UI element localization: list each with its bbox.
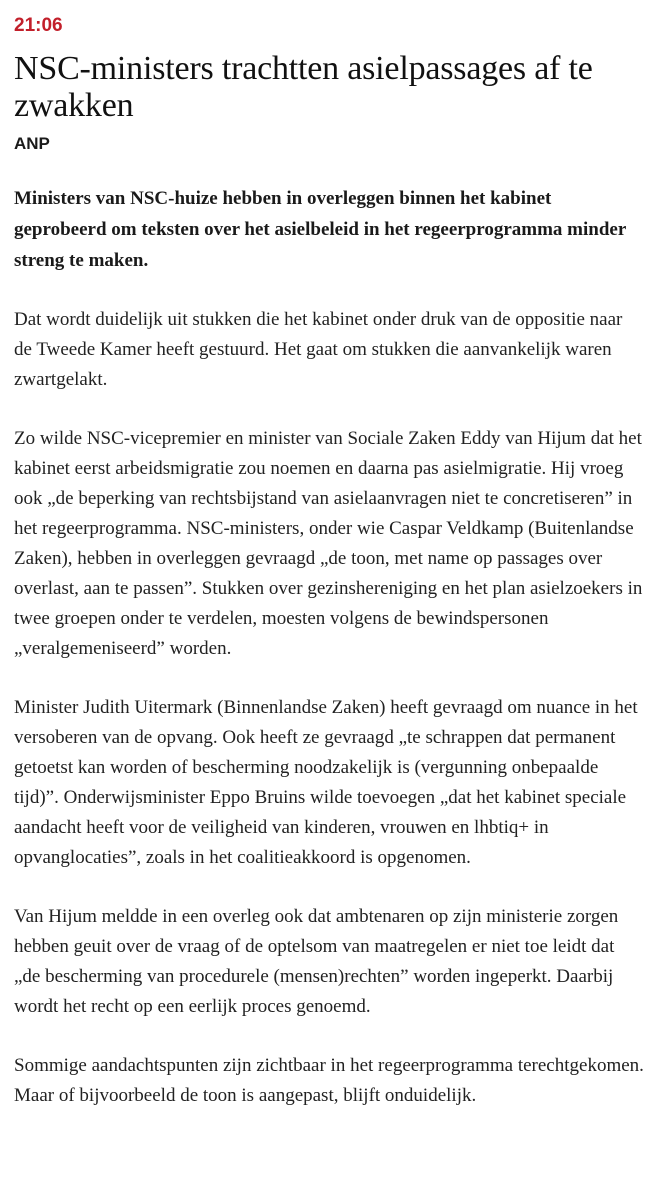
article-paragraph-3: Minister Judith Uitermark (Binnenlandse Zaken) heeft gevraagd om nuance in het versoberen van de opvang. Ook heeft ze gevraagd „te schrappen dat permanent getoetst kan worden of bescherming noodzakelijk is (vergunning onbepaalde tijd)”. Onderwijsminister Eppo Bruins wilde toevoegen „dat het kabinet speciale aandacht heeft voor de veiligheid van kinderen, vrouwen en lhbtiq+ in opvanglocaties”, zoals in het coalitieakkoord is opgenomen. xyxy=(14,697,638,868)
article-lead: Ministers van NSC-huize hebben in overleggen binnen het kabinet geprobeerd om teksten over het asielbeleid in het regeerprogramma minder streng te maken. xyxy=(14,188,626,271)
article-timestamp: 21:06 xyxy=(14,15,63,36)
article-paragraph-5: Sommige aandachtspunten zijn zichtbaar in het regeerprogramma terechtgekomen. Maar of bijvoorbeeld de toon is aangepast, blijft onduidelijk. xyxy=(14,1055,644,1106)
article-paragraph-2: Zo wilde NSC-vicepremier en minister van Sociale Zaken Eddy van Hijum dat het kabinet eerst arbeidsmigratie zou noemen en daarna pas asielmigratie. Hij vroeg ook „de beperking van rechtsbijstand van asielaanvragen niet te concretiseren” in het regeerprogramma. NSC-ministers, onder wie Caspar Veldkamp (Buitenlandse Zaken), hebben in overleggen gevraagd „de toon, met name op passages over overlast, aan te passen”. Stukken over gezinshereniging en het plan asielzoekers in twee groepen onder te verdelen, moesten volgens de bewindspersonen „veralgemeniseerd” worden. xyxy=(14,428,643,659)
article-source: ANP xyxy=(14,134,50,153)
article-paragraph-1: Dat wordt duidelijk uit stukken die het kabinet onder druk van de oppositie naar de Tweede Kamer heeft gestuurd. Het gaat om stukken die aanvankelijk waren zwartgelakt. xyxy=(14,309,623,390)
article-title: NSC-ministers trachtten asielpassages af te zwakken xyxy=(14,50,593,124)
news-article xyxy=(14,0,644,1111)
article-paragraph-4: Van Hijum meldde in een overleg ook dat ambtenaren op zijn ministerie zorgen hebben geuit over de vraag of de optelsom van maatregelen er niet toe leidt dat „de bescherming van procedurele (mensen)rechten” worden ingeperkt. Daarbij wordt het recht op een eerlijk proces genoemd. xyxy=(14,906,619,1017)
